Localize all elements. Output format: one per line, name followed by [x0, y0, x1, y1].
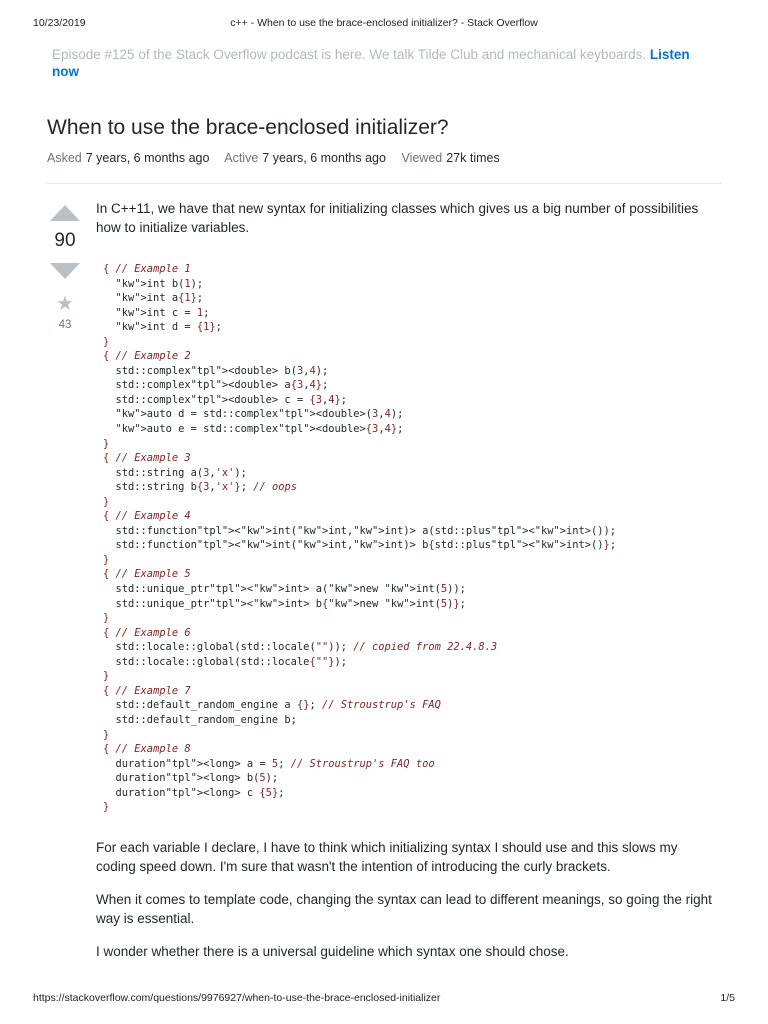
print-page-number: 1/5	[720, 992, 735, 1004]
favorite-star-icon[interactable]: ★	[56, 291, 74, 315]
active-label: Active	[224, 151, 259, 165]
code-line: std::unique_ptr"tpl"><"kw">int> a("kw">new "kw">int(5));	[103, 583, 466, 596]
code-line: }	[103, 335, 110, 348]
print-date: 10/23/2019	[33, 17, 86, 29]
code-line: std::string a(3,'x');	[103, 466, 247, 479]
code-line: std::locale::global(std::locale("")); // copied from 22.4.8.3	[103, 641, 498, 654]
paragraph-text: For each variable I declare, I have to think which initializing syntax I should use and this slows my coding speed down. I'm sure that wasn't the intention of introducing the curly brackets.	[96, 840, 678, 874]
question-meta	[47, 151, 512, 165]
code-line: std::function"tpl"><"kw">int("kw">int,"kw">int)> a(std::plus"tpl"><"kw">int>());	[103, 524, 617, 537]
code-line: { // Example 4	[103, 510, 191, 523]
code-line: std::locale::global(std::locale{""});	[103, 655, 348, 668]
code-line: }	[103, 553, 110, 566]
code-line: }	[103, 495, 110, 508]
notice-text: Episode #125 of the Stack Overflow podcast is here. We talk Tilde Club and mechanical keyboards.	[52, 47, 647, 62]
code-line: std::complex"tpl"><double> c = {3,4};	[103, 393, 348, 406]
favorite-count: 43	[58, 319, 72, 331]
code-line: duration"tpl"><long> b(5);	[103, 772, 279, 785]
question-title[interactable]: When to use the brace-enclosed initializer?	[47, 116, 449, 139]
code-line: std::default_random_engine a {}; // Stroustrup's FAQ	[103, 699, 441, 712]
upvote-arrow-icon[interactable]	[50, 205, 80, 221]
code-line: "kw">int d = {1};	[115, 321, 222, 334]
code-line: std::unique_ptr"tpl"><"kw">int> b{"kw">new "kw">int(5)};	[103, 597, 466, 610]
title-divider	[47, 183, 722, 184]
vote-cell	[42, 205, 88, 331]
print-header	[0, 17, 768, 31]
code-line: }	[103, 612, 110, 625]
code-line: }	[103, 437, 110, 450]
code-line: "kw">int c = 1;	[115, 306, 210, 319]
code-line: std::complex"tpl"><double> b(3,4);	[103, 364, 329, 377]
code-line: duration"tpl"><long> a = 5; // Stroustrup's FAQ too	[103, 757, 435, 770]
viewed-value: 27k times	[446, 151, 500, 165]
code-line: { // Example 1	[103, 263, 191, 275]
code-line: "kw">int b(1);	[115, 277, 204, 290]
code-line: { // Example 5	[103, 568, 191, 581]
paragraph-guideline	[96, 942, 721, 961]
code-line: }	[103, 670, 110, 683]
viewed-label: Viewed	[401, 151, 443, 165]
code-line: std::complex"tpl"><double> a{3,4};	[103, 379, 329, 392]
active-value[interactable]: 7 years, 6 months ago	[262, 151, 386, 165]
code-line: { // Example 2	[103, 350, 191, 363]
code-line: std::function"tpl"><"kw">int("kw">int,"kw">int)> b{std::plus"tpl"><"kw">int>()};	[103, 539, 617, 552]
paragraph-text: When it comes to template code, changing the syntax can lead to different meanings, so going the right way is essential.	[96, 892, 712, 926]
podcast-notice	[52, 46, 712, 80]
listen-now-link[interactable]: Listen now	[52, 47, 690, 79]
code-line: "kw">auto e = std::complex"tpl"><double>{3,4};	[115, 423, 404, 436]
code-line: { // Example 8	[103, 743, 191, 756]
paragraph-syntax-choice	[96, 838, 721, 876]
intro-paragraph: In C++11, we have that new syntax for initializing classes which gives us a big number of possibilities how to initialize variables.	[96, 201, 699, 235]
code-block	[103, 262, 663, 815]
asked-label: Asked	[47, 151, 82, 165]
code-line: { // Example 3	[103, 452, 191, 465]
asked-value: 7 years, 6 months ago	[85, 151, 210, 165]
paragraph-text: I wonder whether there is a universal guideline which syntax one should chose.	[96, 944, 569, 959]
print-url: https://stackoverflow.com/questions/9976927/when-to-use-the-brace-enclosed-initializer	[33, 992, 441, 1004]
downvote-arrow-icon[interactable]	[50, 263, 80, 279]
paragraph-template-code	[96, 890, 721, 928]
code-line: }	[103, 728, 110, 741]
code-line: { // Example 7	[103, 684, 191, 697]
code-line: "kw">auto d = std::complex"tpl"><double>(3,4);	[115, 408, 404, 421]
code-line: duration"tpl"><long> c {5};	[103, 786, 285, 799]
question-body	[96, 199, 726, 237]
code-line: std::default_random_engine b;	[103, 713, 297, 726]
code-line: { // Example 6	[103, 626, 191, 639]
print-page-title: c++ - When to use the brace-enclosed initializer? - Stack Overflow	[230, 17, 538, 29]
code-line: "kw">int a{1};	[115, 292, 204, 305]
vote-count: 90	[54, 230, 76, 251]
code-line: }	[103, 801, 110, 814]
code-line: std::string b{3,'x'}; // oops	[103, 481, 297, 494]
